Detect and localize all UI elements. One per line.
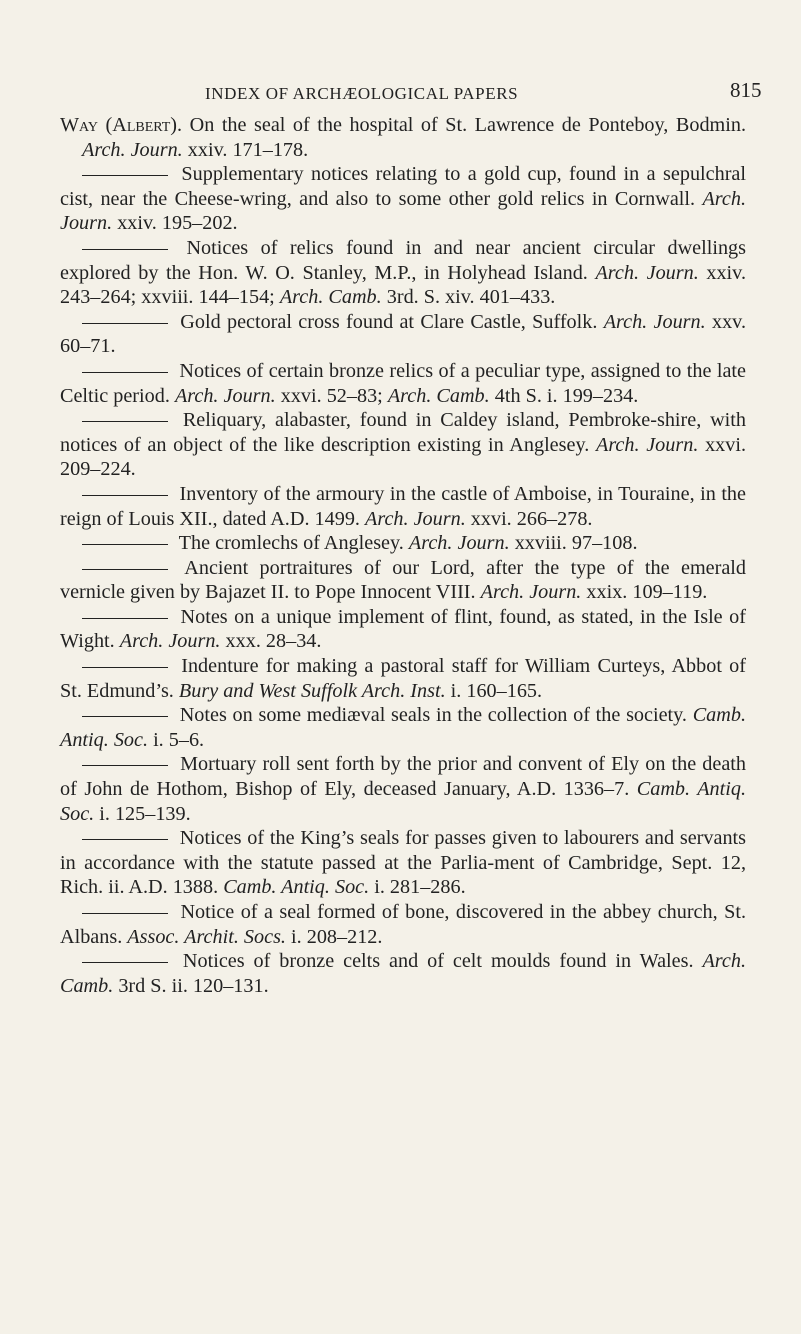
entry-text: Notices of certain bronze relics of a peculiar type, assigned to the late Celtic period. (60, 359, 746, 407)
entry-text: On the seal of the hospital of St. Lawrence de Ponteboy, Bodmin. (182, 114, 746, 136)
running-head: INDEX OF ARCHÆOLOGICAL PAPERS (205, 84, 519, 103)
entry-citation: Arch. Journ. (60, 187, 746, 235)
entry-reference: i. 160–165. (445, 679, 543, 702)
index-entry (60, 703, 746, 752)
index-entry (60, 408, 746, 482)
entry-citation: Camb. Antiq. Soc. (223, 876, 370, 899)
entry-reference: xxv. 60–71. (60, 310, 746, 358)
ditto-rule (82, 962, 168, 963)
entry-text: Notices of bronze celts and of celt moulds found in Wales. (174, 950, 703, 973)
index-entry (60, 531, 746, 556)
ditto-rule (82, 249, 168, 250)
index-entry (60, 113, 746, 162)
entry-reference: i. 5–6. (148, 728, 205, 751)
entry-reference: xxx. 28–34. (220, 630, 322, 653)
ditto-rule (82, 323, 168, 324)
entry-reference: xxiv. 195–202. (112, 212, 238, 235)
entry-reference-2: 3rd. S. xiv. 401–433. (381, 286, 556, 309)
index-entry (60, 654, 746, 703)
page-number: 815 (730, 78, 762, 102)
entry-text: Inventory of the armoury in the castle of Amboise, in Touraine, in the reign of Louis XII., dated A.D. 1499. (60, 482, 746, 530)
entry-text: Notes on a unique implement of flint, found, as stated, in the Isle of Wight. (60, 605, 746, 653)
entry-text: Mortuary roll sent forth by the prior and convent of Ely on the death of John de Hothom, Bishop of Ely, deceased January, A.D. 1336–7. (60, 753, 746, 801)
entry-reference: xxvi. 266–278. (465, 507, 593, 530)
entry-text: Notes on some mediæval seals in the collection of the society. (174, 704, 693, 727)
ditto-rule (82, 372, 168, 373)
index-entry (60, 162, 746, 236)
entry-reference-2: 4th S. i. 199–234. (489, 384, 639, 407)
entry-citation: Bury and West Suffolk Arch. Inst. (178, 679, 446, 702)
entry-citation: Arch. Journ. (174, 384, 276, 407)
index-entry (60, 949, 746, 998)
ditto-rule (82, 175, 168, 176)
entry-citation: Arch. Journ. (365, 507, 466, 530)
ditto-rule (82, 421, 168, 422)
entry-text: Supplementary notices relating to a gold cup, found in a sepulchral cist, near the Cheese-wring, and also to some other gold relics in Cornwall. (60, 163, 746, 210)
index-entry (60, 605, 746, 654)
ditto-rule (82, 913, 168, 914)
page-header (0, 78, 801, 108)
entry-reference: xxvi. 209–224. (60, 433, 747, 481)
entry-text: Indenture for making a pastoral staff for William Curteys, Abbot of St. Edmund’s. (60, 655, 746, 702)
entry-citation: Arch. Journ. (595, 261, 699, 284)
entry-text: Notice of a seal formed of bone, discovered in the abbey church, St. Albans. (60, 901, 746, 948)
index-entries (60, 113, 746, 998)
entry-citation: Arch. Journ. (408, 532, 510, 555)
entry-reference: i. 208–212. (285, 925, 383, 948)
index-entry (60, 900, 746, 949)
entry-reference: xxiv. 171–178. (182, 138, 309, 161)
entry-citation: Assoc. Archit. Socs. (127, 925, 286, 948)
ditto-rule (82, 667, 168, 668)
entry-citation-2: Arch. Camb. (387, 384, 490, 407)
entry-citation: Arch. Journ. (480, 581, 582, 604)
entry-reference: 3rd S. ii. 120–131. (113, 974, 269, 997)
entry-citation: Arch. Journ. (603, 310, 706, 333)
ditto-rule (82, 544, 168, 545)
ditto-rule (82, 716, 168, 717)
entry-text: The cromlechs of Anglesey. (174, 532, 409, 555)
entry-citation: Arch. Journ. (82, 138, 183, 161)
entry-citation-2: Arch. Camb. (279, 286, 382, 309)
entry-reference: i. 125–139. (94, 802, 191, 825)
entry-reference: xxviii. 97–108. (509, 532, 638, 555)
ditto-rule (82, 765, 168, 766)
index-entry (60, 826, 746, 900)
entry-reference: xxvi. 52–83; (275, 384, 388, 407)
entry-author: Way (Albert). (60, 114, 183, 136)
entry-text: Gold pectoral cross found at Clare Castle, Suffolk. (174, 310, 604, 333)
ditto-rule (82, 839, 168, 840)
index-entry (60, 236, 746, 310)
entry-reference: xxiv. 243–264; xxviii. 144–154; (60, 261, 746, 309)
entry-citation: Arch. Journ. (119, 630, 221, 653)
index-entry (60, 556, 746, 605)
entry-citation: Camb. Antiq. Soc. (60, 704, 746, 751)
index-entry (60, 482, 746, 531)
index-entry (60, 752, 746, 826)
entry-text: Notices of relics found in and near ancient circular dwellings explored by the Hon. W. O. Stanley, M.P., in Holyhead Island. (60, 236, 746, 284)
entry-citation: Arch. Camb. (60, 950, 746, 997)
entry-text: Ancient portraitures of our Lord, after the type of the emerald vernicle given by Bajazet II. to Pope Innocent VIII. (60, 556, 746, 604)
ditto-rule (82, 569, 168, 570)
entry-reference: xxix. 109–119. (581, 581, 708, 604)
entry-reference: i. 281–286. (369, 876, 466, 899)
ditto-rule (82, 495, 168, 496)
index-entry (60, 359, 746, 408)
ditto-rule (82, 618, 168, 619)
index-entry (60, 310, 746, 359)
entry-citation: Camb. Antiq. Soc. (60, 778, 746, 825)
entry-text: Notices of the King’s seals for passes given to labourers and servants in accordance with the statute passed at the Parlia-ment of Cambridge, Sept. 12, Rich. ii. A.D. 1388. (60, 827, 746, 899)
entry-text: Reliquary, alabaster, found in Caldey island, Pembroke-shire, with notices of an object of the like description existing in Anglesey. (60, 409, 746, 456)
entry-citation: Arch. Journ. (595, 433, 699, 456)
